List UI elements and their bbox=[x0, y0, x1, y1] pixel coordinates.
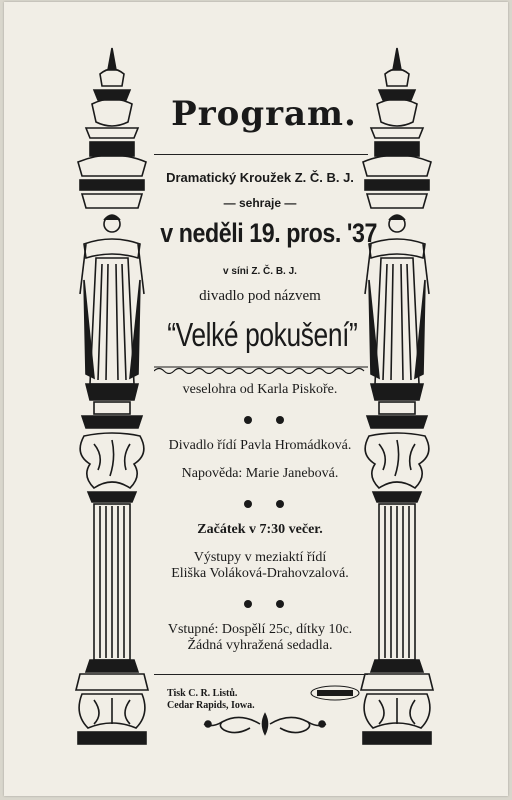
intermission-line-2: Eliška Voláková-Drahovzalová. bbox=[171, 566, 349, 581]
program-page bbox=[4, 2, 508, 796]
admission-line: Vstupné: Dospělí 25c, dítky 10c. bbox=[167, 622, 353, 637]
separator-dot bbox=[276, 416, 284, 424]
top-divider-rule bbox=[154, 154, 368, 155]
play-title: “Velké pokušení” bbox=[167, 316, 358, 353]
bottom-divider-rule bbox=[154, 674, 368, 675]
printer-imprint-line-2: Cedar Rapids, Iowa. bbox=[167, 700, 255, 711]
intermission-line-1: Výstupy v meziaktí řídí bbox=[193, 550, 327, 565]
play-intro-line: divadlo pod názvem bbox=[199, 288, 321, 304]
seating-line: Žádná vyhražená sedadla. bbox=[187, 638, 333, 653]
separator-dot bbox=[244, 500, 252, 508]
flourish-ornament bbox=[200, 710, 330, 738]
director-line: Divadlo řídí Pavla Hromádková. bbox=[168, 438, 352, 453]
program-heading: Program. bbox=[171, 94, 357, 134]
union-label-emblem bbox=[309, 684, 361, 702]
presents-line: — sehraje — bbox=[223, 196, 297, 210]
venue-line: v síni Z. Č. B. J. bbox=[223, 266, 297, 277]
wavy-divider-rule bbox=[154, 364, 368, 374]
separator-dot bbox=[276, 600, 284, 608]
printer-imprint bbox=[167, 688, 255, 712]
dot-separator-1 bbox=[244, 416, 284, 424]
printer-imprint-line-1: Tisk C. R. Listů. bbox=[167, 688, 238, 699]
organizer-name: Dramatický Kroužek Z. Č. B. J. bbox=[166, 170, 354, 185]
separator-dot bbox=[244, 600, 252, 608]
performance-date: v neděli 19. pros. '37 bbox=[160, 218, 378, 248]
separator-dot bbox=[276, 500, 284, 508]
prompter-line: Napověda: Marie Janebová. bbox=[181, 466, 339, 481]
dot-separator-2 bbox=[244, 500, 284, 508]
dot-separator-3 bbox=[244, 600, 284, 608]
genre-author-line: veselohra od Karla Piskoře. bbox=[182, 382, 338, 397]
separator-dot bbox=[244, 416, 252, 424]
start-time-line: Začátek v 7:30 večer. bbox=[197, 522, 323, 537]
